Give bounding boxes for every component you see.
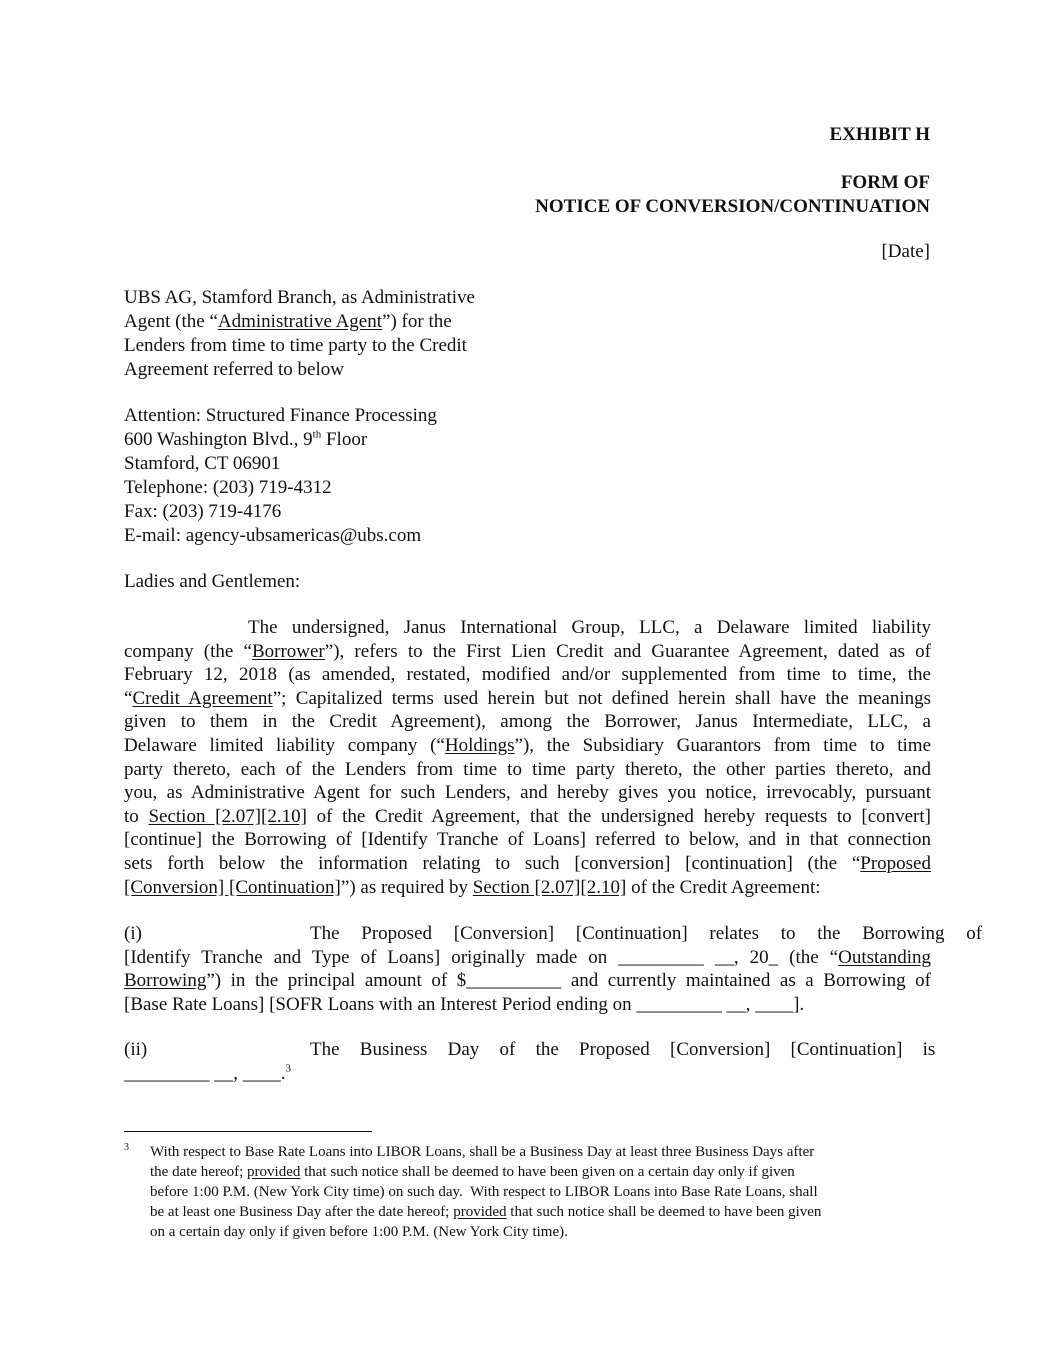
text: Delaware limited liability company (“ xyxy=(124,734,445,756)
defined-term-holdings: Holdings xyxy=(444,734,515,756)
text: ”) in the principal amount of $__________ and currently maintained as a Borrowing of xyxy=(206,970,931,992)
text: ”), refers to the First Lien Credit and Guarantee Agreement, dated as of xyxy=(324,640,931,662)
body-line xyxy=(124,640,931,664)
defined-term-conversion-continuation: [Conversion] [Continuation] xyxy=(124,876,341,898)
defined-term-outstanding-borrowing: Outstanding xyxy=(838,946,931,968)
text: The undersigned, Janus International Group, LLC, a Delaware limited liability xyxy=(248,617,931,638)
addressee-block xyxy=(124,286,475,382)
text: to xyxy=(124,805,149,827)
text: ”), the Subsidiary Guarantors from time to time xyxy=(514,734,931,756)
text xyxy=(124,1038,310,1062)
body-line xyxy=(124,876,931,900)
item-line xyxy=(124,946,931,970)
text: “ xyxy=(124,687,133,709)
body-line: February 12, 2018 (as amended, restated, modified and/or supplemented from time to time, the xyxy=(124,664,931,686)
defined-term-borrower: Borrower xyxy=(251,640,325,662)
provided-term: provided xyxy=(453,1204,507,1220)
text: Agent (the “ xyxy=(124,311,218,332)
item-line xyxy=(124,922,983,946)
item-ii xyxy=(124,1038,936,1085)
telephone-line: Telephone: (203) 719-4312 xyxy=(124,477,332,498)
form-of-label: FORM OF xyxy=(840,172,930,193)
defined-term-administrative-agent: Administrative Agent xyxy=(217,311,383,332)
footnote-text xyxy=(124,1142,931,1242)
body-line: [continue] the Borrowing of [Identify Tranche of Loans] referred to below, and in that connection xyxy=(124,829,931,851)
addressee-line xyxy=(124,310,475,334)
defined-term-outstanding-borrowing: Borrowing xyxy=(124,970,207,992)
item-line: [Base Rate Loans] [SOFR Loans with an Interest Period ending on _________ __, ____]. xyxy=(124,993,805,1015)
footnote-line: on a certain day only if given before 1:00 P.M. (New York City time). xyxy=(150,1224,568,1240)
text: of the Credit Agreement, that the undersigned hereby requests to [convert] xyxy=(306,805,931,827)
item-line xyxy=(124,969,931,993)
body-line: given to them in the Credit Agreement), among the Borrower, Janus Intermediate, LLC, a xyxy=(124,711,931,733)
attention-line: Attention: Structured Finance Processing xyxy=(124,405,437,426)
body-line xyxy=(124,687,931,711)
defined-term-proposed: Proposed xyxy=(860,852,931,874)
provided-term: provided xyxy=(247,1164,301,1180)
body-line xyxy=(124,734,931,758)
footnote-line xyxy=(150,1202,931,1222)
text: ”; Capitalized terms used herein but not defined herein shall have the meanings xyxy=(272,687,931,709)
addressee-line: UBS AG, Stamford Branch, as Administrative xyxy=(124,287,475,308)
superscript: th xyxy=(312,428,322,441)
item-label: (i) xyxy=(124,923,142,944)
text: The Proposed [Conversion] [Continuation] relates to the Borrowing of xyxy=(310,923,983,944)
text: ”) as required by xyxy=(340,876,473,898)
footnote-separator xyxy=(124,1131,372,1132)
fax-line: Fax: (203) 719-4176 xyxy=(124,501,282,522)
footnote-reference[interactable]: 3 xyxy=(285,1062,291,1075)
item-label: (ii) xyxy=(124,1039,148,1060)
text: of the Credit Agreement: xyxy=(626,876,821,898)
contact-block xyxy=(124,404,437,548)
text: Floor xyxy=(321,429,368,450)
body-line xyxy=(124,852,931,876)
email-line: E-mail: agency-ubsamericas@ubs.com xyxy=(124,525,422,546)
footnote-line: With respect to Base Rate Loans into LIBOR Loans, shall be a Business Day at least three Business Days after xyxy=(150,1144,815,1160)
text: sets forth below the information relating to such [conversion] [continuation] (the “ xyxy=(124,852,861,874)
text: The Business Day of the Proposed [Conversion] [Continuation] is xyxy=(310,1039,936,1060)
body-paragraph xyxy=(124,616,931,899)
body-line xyxy=(124,616,931,640)
addressee-line: Lenders from time to time party to the Credit xyxy=(124,335,467,356)
footnote-line xyxy=(150,1162,931,1182)
item-i xyxy=(124,922,983,1016)
city-line: Stamford, CT 06901 xyxy=(124,453,281,474)
item-line xyxy=(124,1062,931,1086)
text: that such notice shall be deemed to have been given xyxy=(506,1204,822,1220)
text: the date hereof; xyxy=(150,1164,248,1180)
addressee-line: Agreement referred to below xyxy=(124,359,344,380)
salutation: Ladies and Gentlemen: xyxy=(124,571,301,592)
section-reference: Section [2.07][2.10] xyxy=(472,876,627,898)
date-placeholder: [Date] xyxy=(881,241,930,262)
footnote: 3 With respect to Base Rate Loans into LIBOR Loans, shall be a Business Day at least three Business Days after the date hereof; provided that such notice shall be deemed to have been given on a certain day only if given before 1:00 P.M. (New York City time) on such day. With respect to LIBOR Loans into Base Rate Loans, shall be at least one Business Day after the date hereof; provided that such notice shall be deemed to have been given on a certain day only if given before 1:00 P.M. (New York City time). xyxy=(124,1142,931,1242)
text: be at least one Business Day after the date hereof; xyxy=(150,1204,454,1220)
document-title: NOTICE OF CONVERSION/CONTINUATION xyxy=(535,196,930,217)
text: that such notice shall be deemed to have been given on a certain day only if given xyxy=(300,1164,795,1180)
body-line: you, as Administrative Agent for such Lenders, and hereby gives you notice, irrevocably, pursuant xyxy=(124,782,931,804)
text: ”) for the xyxy=(382,311,452,332)
text: [Identify Tranche and Type of Loans] originally made on _________ __, 20_ (the “ xyxy=(124,946,839,968)
text: company (the “ xyxy=(124,640,252,662)
body-line: party thereto, each of the Lenders from time to time party thereto, the other parties thereto, and xyxy=(124,758,931,780)
exhibit-label: EXHIBIT H xyxy=(829,124,930,145)
defined-term-credit-agreement: Credit Agreement xyxy=(132,687,273,709)
text: _________ __, ____. xyxy=(124,1062,286,1084)
body-line xyxy=(124,805,931,829)
text xyxy=(124,922,310,946)
footnote-line: before 1:00 P.M. (New York City time) on such day. With respect to LIBOR Loans into Base Rate Loans, shall xyxy=(150,1184,818,1200)
section-reference: Section [2.07][2.10] xyxy=(148,805,307,827)
address-line xyxy=(124,428,437,452)
text: 600 Washington Blvd., 9 xyxy=(124,429,313,450)
item-line xyxy=(124,1038,936,1062)
